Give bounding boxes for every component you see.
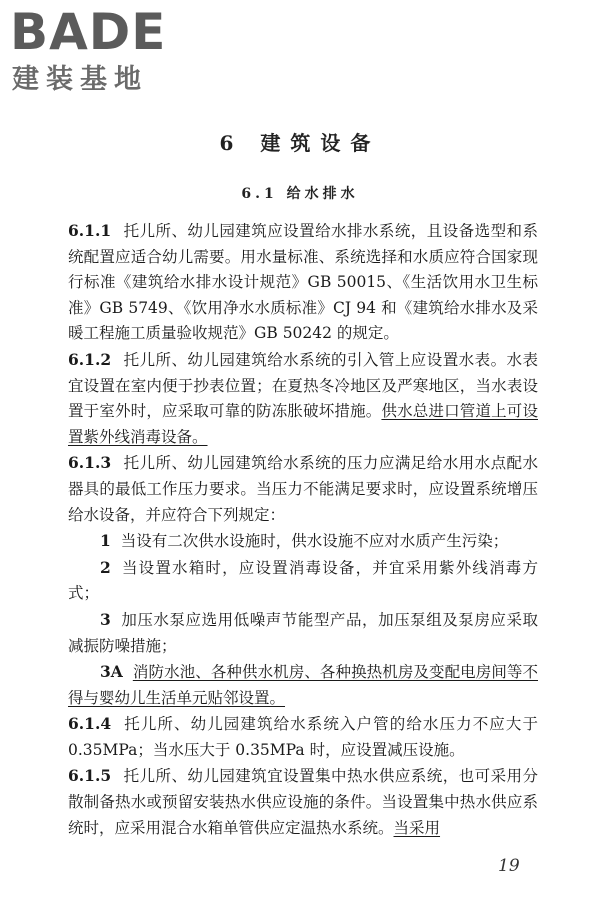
item-number: 3A (100, 662, 123, 682)
item-number: 1 (100, 531, 111, 551)
item-number: 2 (100, 557, 111, 577)
item-text: 当设有二次供水设施时，供水设施不应对水质产生污染； (120, 532, 509, 551)
page-number: 19 (498, 856, 520, 876)
list-item (68, 607, 538, 659)
clause-underlined-text: 供水总进口管道上可设置紫外线消毒设备。 (68, 402, 538, 446)
list-item (68, 555, 538, 607)
clause-6-1-5 (68, 763, 538, 841)
item-number: 3 (100, 609, 111, 629)
logo-wordmark: BADE (10, 3, 167, 61)
item-text: 当设置水箱时，应设置消毒设备，并宜采用紫外线消毒方式； (68, 558, 538, 603)
clause-text: 托儿所、幼儿园建筑应设置给水排水系统，且设备选型和系统配置应适合幼儿需要。用水量标准、系统选择和水质应符合国家现行标准《建筑给水排水设计规范》GB 50015、《生活饮用水卫生标准》GB 5749、《饮用净水水质标准》CJ 94 和《建筑给水排水及采暖工程施工质量验收规范》GB 50242 的规定。 (68, 222, 538, 343)
chapter-title: 6 建筑设备 (219, 131, 381, 155)
clause-underlined-text: 当采用 (393, 818, 441, 837)
clause-number: 6.1.4 (68, 714, 112, 734)
list-item (68, 528, 538, 555)
section-title: 6.1 给水排水 (241, 186, 359, 202)
clause-number: 6.1.5 (68, 766, 112, 786)
document-body (68, 218, 538, 841)
clause-number: 6.1.1 (68, 221, 112, 240)
clause-number: 6.1.2 (68, 349, 112, 369)
clause-text: 托儿所、幼儿园建筑宜设置集中热水供应系统，也可采用分散制备热水或预留安装热水供应设施的条件。当设置集中热水供应系统时，应采用混合水箱单管供应定温热水系统。 (68, 767, 538, 837)
clause-6-1-1 (68, 218, 538, 347)
item-underlined-text: 消防水池、各种供水机房、各种换热机房及变配电房间等不得与婴幼儿生活单元贴邻设置。 (68, 663, 538, 707)
list-item (68, 659, 538, 711)
clause-6-1-3 (68, 450, 538, 528)
clause-text: 托儿所、幼儿园建筑给水系统的引入管上应设置水表。水表宜设置在室内便于抄表位置；在夏热冬冷地区及严寒地区，当水表设置于室外时，应采取可靠的防冻胀破坏措施。 (68, 350, 538, 421)
clause-text: 托儿所、幼儿园建筑给水系统入户管的给水压力不应大于 0.35MPa；当水压大于 0.35MPa 时，应设置减压设施。 (68, 715, 538, 759)
clause-6-1-2 (68, 347, 538, 450)
clause-6-1-4 (68, 711, 538, 763)
clause-number: 6.1.3 (68, 453, 112, 473)
clause-text: 托儿所、幼儿园建筑给水系统的压力应满足给水用水点配水器具的最低工作压力要求。当压力不能满足要求时，应设置系统增压给水设备，并应符合下列规定： (68, 454, 538, 524)
logo-subtitle: 建装基地 (12, 64, 148, 95)
item-text: 加压水泵应选用低噪声节能型产品，加压泵组及泵房应采取减振防噪措施； (68, 610, 538, 655)
logo (10, 4, 180, 100)
